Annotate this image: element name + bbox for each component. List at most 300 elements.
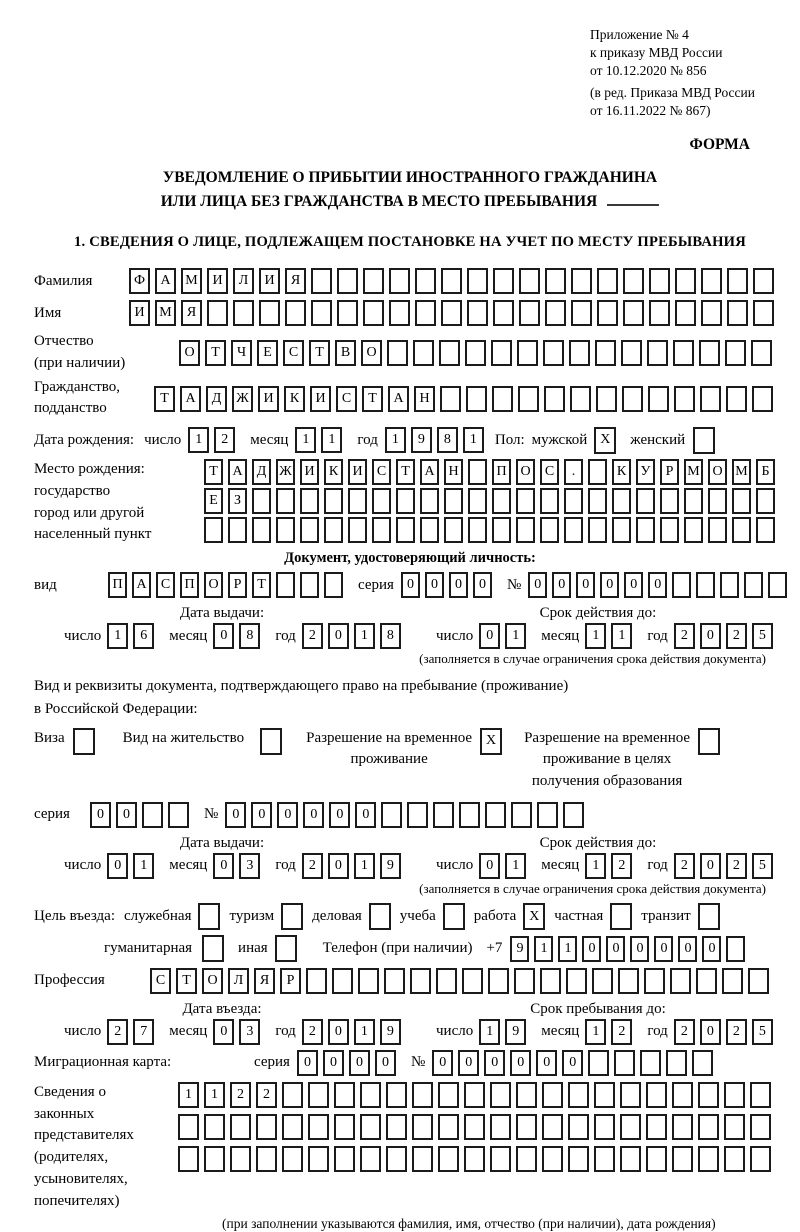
temp-residence-education-checkbox[interactable] <box>698 728 720 755</box>
char-cell[interactable] <box>519 300 540 326</box>
char-cell[interactable]: П <box>108 572 127 598</box>
char-cell[interactable] <box>614 1050 635 1076</box>
char-cell[interactable]: 1 <box>188 427 209 453</box>
char-cell[interactable] <box>644 968 665 994</box>
char-cell[interactable] <box>753 268 774 294</box>
char-cell[interactable]: М <box>181 268 202 294</box>
char-cell[interactable] <box>620 1082 641 1108</box>
char-cell[interactable]: О <box>202 968 223 994</box>
char-cell[interactable] <box>748 968 769 994</box>
char-cell[interactable]: Ф <box>129 268 150 294</box>
char-cell[interactable] <box>647 340 668 366</box>
char-cell[interactable] <box>420 488 439 514</box>
char-cell[interactable] <box>348 488 367 514</box>
char-cell[interactable]: 1 <box>178 1082 199 1108</box>
char-cell[interactable]: М <box>155 300 176 326</box>
char-cell[interactable]: М <box>684 459 703 485</box>
char-cell[interactable] <box>752 386 773 412</box>
char-cell[interactable]: 5 <box>752 1019 773 1045</box>
char-cell[interactable] <box>441 300 462 326</box>
char-cell[interactable] <box>516 1146 537 1172</box>
char-cell[interactable]: 0 <box>536 1050 557 1076</box>
char-cell[interactable]: С <box>150 968 171 994</box>
char-cell[interactable] <box>490 1146 511 1172</box>
char-cell[interactable] <box>467 268 488 294</box>
char-cell[interactable]: А <box>420 459 439 485</box>
char-cell[interactable]: П <box>492 459 511 485</box>
char-cell[interactable] <box>516 1082 537 1108</box>
char-cell[interactable]: 0 <box>484 1050 505 1076</box>
char-cell[interactable] <box>649 300 670 326</box>
char-cell[interactable] <box>438 1146 459 1172</box>
char-cell[interactable] <box>544 386 565 412</box>
char-cell[interactable]: Т <box>396 459 415 485</box>
char-cell[interactable] <box>516 517 535 543</box>
char-cell[interactable] <box>433 802 454 828</box>
char-cell[interactable] <box>386 1146 407 1172</box>
char-cell[interactable] <box>381 802 402 828</box>
char-cell[interactable] <box>612 488 631 514</box>
char-cell[interactable] <box>753 300 774 326</box>
char-cell[interactable]: 0 <box>510 1050 531 1076</box>
char-cell[interactable] <box>252 517 271 543</box>
char-cell[interactable] <box>701 300 722 326</box>
char-cell[interactable] <box>230 1146 251 1172</box>
char-cell[interactable] <box>490 1082 511 1108</box>
char-cell[interactable]: 1 <box>585 1019 606 1045</box>
char-cell[interactable] <box>726 936 745 962</box>
char-cell[interactable] <box>514 968 535 994</box>
char-cell[interactable] <box>570 386 591 412</box>
char-cell[interactable] <box>178 1114 199 1140</box>
char-cell[interactable]: 1 <box>321 427 342 453</box>
char-cell[interactable] <box>178 1146 199 1172</box>
char-cell[interactable] <box>308 1114 329 1140</box>
char-cell[interactable]: 0 <box>600 572 619 598</box>
char-cell[interactable] <box>308 1082 329 1108</box>
char-cell[interactable] <box>568 1082 589 1108</box>
char-cell[interactable] <box>620 1114 641 1140</box>
char-cell[interactable]: П <box>180 572 199 598</box>
char-cell[interactable] <box>744 572 763 598</box>
char-cell[interactable]: 2 <box>302 853 323 879</box>
char-cell[interactable] <box>698 1114 719 1140</box>
char-cell[interactable] <box>698 1082 719 1108</box>
char-cell[interactable] <box>415 268 436 294</box>
char-cell[interactable] <box>252 488 271 514</box>
purpose-tourism-checkbox[interactable] <box>281 903 303 930</box>
char-cell[interactable] <box>468 517 487 543</box>
char-cell[interactable]: 9 <box>380 853 401 879</box>
char-cell[interactable] <box>396 517 415 543</box>
char-cell[interactable] <box>324 488 343 514</box>
char-cell[interactable]: 0 <box>678 936 697 962</box>
char-cell[interactable] <box>334 1082 355 1108</box>
char-cell[interactable]: Н <box>444 459 463 485</box>
char-cell[interactable]: О <box>204 572 223 598</box>
char-cell[interactable]: 1 <box>133 853 154 879</box>
char-cell[interactable] <box>441 268 462 294</box>
char-cell[interactable] <box>646 1082 667 1108</box>
char-cell[interactable] <box>636 517 655 543</box>
char-cell[interactable] <box>285 300 306 326</box>
char-cell[interactable]: 1 <box>107 623 128 649</box>
char-cell[interactable] <box>720 572 739 598</box>
char-cell[interactable] <box>672 572 691 598</box>
char-cell[interactable]: 2 <box>611 1019 632 1045</box>
char-cell[interactable]: 0 <box>213 623 234 649</box>
char-cell[interactable]: 0 <box>700 623 721 649</box>
char-cell[interactable] <box>636 488 655 514</box>
char-cell[interactable] <box>444 488 463 514</box>
char-cell[interactable] <box>407 802 428 828</box>
char-cell[interactable]: 0 <box>648 572 667 598</box>
char-cell[interactable] <box>543 340 564 366</box>
char-cell[interactable]: 5 <box>752 853 773 879</box>
char-cell[interactable] <box>300 572 319 598</box>
char-cell[interactable] <box>519 268 540 294</box>
char-cell[interactable]: 1 <box>463 427 484 453</box>
char-cell[interactable] <box>282 1146 303 1172</box>
char-cell[interactable]: 2 <box>302 1019 323 1045</box>
char-cell[interactable] <box>256 1114 277 1140</box>
char-cell[interactable] <box>334 1114 355 1140</box>
char-cell[interactable]: 0 <box>528 572 547 598</box>
char-cell[interactable]: 0 <box>624 572 643 598</box>
purpose-humanitarian-checkbox[interactable] <box>202 935 224 962</box>
char-cell[interactable]: 1 <box>354 623 375 649</box>
char-cell[interactable]: 0 <box>702 936 721 962</box>
char-cell[interactable]: 0 <box>329 802 350 828</box>
char-cell[interactable] <box>492 517 511 543</box>
char-cell[interactable]: 0 <box>375 1050 396 1076</box>
char-cell[interactable]: Ж <box>276 459 295 485</box>
char-cell[interactable]: У <box>636 459 655 485</box>
char-cell[interactable] <box>673 340 694 366</box>
char-cell[interactable] <box>492 386 513 412</box>
char-cell[interactable] <box>592 968 613 994</box>
char-cell[interactable]: Т <box>252 572 271 598</box>
char-cell[interactable] <box>386 1082 407 1108</box>
char-cell[interactable] <box>228 517 247 543</box>
char-cell[interactable]: 2 <box>674 853 695 879</box>
char-cell[interactable]: 1 <box>505 623 526 649</box>
char-cell[interactable]: О <box>516 459 535 485</box>
char-cell[interactable] <box>564 517 583 543</box>
char-cell[interactable] <box>672 1082 693 1108</box>
char-cell[interactable]: 2 <box>302 623 323 649</box>
char-cell[interactable] <box>204 517 223 543</box>
char-cell[interactable] <box>386 1114 407 1140</box>
char-cell[interactable] <box>412 1114 433 1140</box>
char-cell[interactable] <box>708 488 727 514</box>
char-cell[interactable] <box>722 968 743 994</box>
residence-permit-checkbox[interactable] <box>260 728 282 755</box>
char-cell[interactable]: 1 <box>585 853 606 879</box>
char-cell[interactable] <box>468 459 487 485</box>
char-cell[interactable] <box>300 517 319 543</box>
char-cell[interactable]: Т <box>204 459 223 485</box>
char-cell[interactable] <box>420 517 439 543</box>
char-cell[interactable] <box>439 340 460 366</box>
char-cell[interactable] <box>623 268 644 294</box>
char-cell[interactable] <box>517 340 538 366</box>
char-cell[interactable]: 0 <box>473 572 492 598</box>
char-cell[interactable]: 9 <box>380 1019 401 1045</box>
char-cell[interactable]: 0 <box>213 1019 234 1045</box>
char-cell[interactable] <box>660 488 679 514</box>
char-cell[interactable]: Е <box>257 340 278 366</box>
char-cell[interactable] <box>660 517 679 543</box>
char-cell[interactable] <box>468 488 487 514</box>
sex-male-checkbox[interactable]: X <box>594 427 616 454</box>
char-cell[interactable] <box>492 488 511 514</box>
char-cell[interactable]: 8 <box>437 427 458 453</box>
char-cell[interactable]: С <box>336 386 357 412</box>
char-cell[interactable]: Т <box>176 968 197 994</box>
char-cell[interactable]: Т <box>362 386 383 412</box>
char-cell[interactable] <box>568 1114 589 1140</box>
char-cell[interactable]: 0 <box>562 1050 583 1076</box>
char-cell[interactable]: 2 <box>726 1019 747 1045</box>
char-cell[interactable] <box>540 488 559 514</box>
char-cell[interactable] <box>684 488 703 514</box>
char-cell[interactable] <box>724 1114 745 1140</box>
char-cell[interactable] <box>360 1082 381 1108</box>
char-cell[interactable] <box>594 1082 615 1108</box>
char-cell[interactable] <box>724 1146 745 1172</box>
char-cell[interactable]: 0 <box>449 572 468 598</box>
char-cell[interactable] <box>594 1146 615 1172</box>
char-cell[interactable] <box>204 1114 225 1140</box>
char-cell[interactable] <box>569 340 590 366</box>
char-cell[interactable] <box>596 386 617 412</box>
char-cell[interactable]: 1 <box>385 427 406 453</box>
char-cell[interactable] <box>308 1146 329 1172</box>
char-cell[interactable] <box>412 1082 433 1108</box>
char-cell[interactable] <box>542 1114 563 1140</box>
char-cell[interactable]: Ж <box>232 386 253 412</box>
char-cell[interactable]: 6 <box>133 623 154 649</box>
char-cell[interactable]: 0 <box>225 802 246 828</box>
char-cell[interactable] <box>493 300 514 326</box>
char-cell[interactable] <box>372 488 391 514</box>
char-cell[interactable] <box>674 386 695 412</box>
char-cell[interactable] <box>696 572 715 598</box>
char-cell[interactable]: Р <box>228 572 247 598</box>
char-cell[interactable]: К <box>612 459 631 485</box>
char-cell[interactable] <box>462 968 483 994</box>
char-cell[interactable] <box>545 300 566 326</box>
char-cell[interactable] <box>207 300 228 326</box>
char-cell[interactable]: 0 <box>355 802 376 828</box>
char-cell[interactable] <box>597 300 618 326</box>
char-cell[interactable]: 3 <box>239 1019 260 1045</box>
char-cell[interactable] <box>436 968 457 994</box>
char-cell[interactable] <box>337 300 358 326</box>
char-cell[interactable] <box>649 268 670 294</box>
char-cell[interactable] <box>438 1114 459 1140</box>
char-cell[interactable] <box>363 268 384 294</box>
char-cell[interactable]: Е <box>204 488 223 514</box>
char-cell[interactable]: 0 <box>277 802 298 828</box>
title-fill-in-blank[interactable] <box>607 192 659 206</box>
char-cell[interactable]: Ч <box>231 340 252 366</box>
char-cell[interactable] <box>348 517 367 543</box>
char-cell[interactable]: . <box>564 459 583 485</box>
char-cell[interactable] <box>493 268 514 294</box>
char-cell[interactable] <box>142 802 163 828</box>
char-cell[interactable]: К <box>324 459 343 485</box>
char-cell[interactable]: Я <box>254 968 275 994</box>
char-cell[interactable] <box>259 300 280 326</box>
char-cell[interactable] <box>363 300 384 326</box>
char-cell[interactable] <box>696 968 717 994</box>
purpose-transit-checkbox[interactable] <box>698 903 720 930</box>
char-cell[interactable] <box>360 1146 381 1172</box>
char-cell[interactable] <box>672 1114 693 1140</box>
char-cell[interactable]: Я <box>181 300 202 326</box>
char-cell[interactable] <box>282 1114 303 1140</box>
char-cell[interactable] <box>491 340 512 366</box>
char-cell[interactable] <box>230 1114 251 1140</box>
char-cell[interactable] <box>675 268 696 294</box>
char-cell[interactable]: 5 <box>752 623 773 649</box>
char-cell[interactable]: 1 <box>505 853 526 879</box>
char-cell[interactable]: 0 <box>328 853 349 879</box>
char-cell[interactable] <box>485 802 506 828</box>
char-cell[interactable]: 1 <box>204 1082 225 1108</box>
char-cell[interactable] <box>727 300 748 326</box>
char-cell[interactable] <box>324 517 343 543</box>
char-cell[interactable]: 0 <box>90 802 111 828</box>
char-cell[interactable]: И <box>300 459 319 485</box>
char-cell[interactable]: 0 <box>323 1050 344 1076</box>
char-cell[interactable]: А <box>388 386 409 412</box>
char-cell[interactable]: И <box>129 300 150 326</box>
char-cell[interactable]: 9 <box>510 936 529 962</box>
char-cell[interactable] <box>724 1082 745 1108</box>
char-cell[interactable] <box>692 1050 713 1076</box>
char-cell[interactable] <box>545 268 566 294</box>
char-cell[interactable]: 1 <box>585 623 606 649</box>
char-cell[interactable] <box>564 488 583 514</box>
char-cell[interactable]: Т <box>309 340 330 366</box>
char-cell[interactable] <box>699 340 720 366</box>
char-cell[interactable]: 7 <box>133 1019 154 1045</box>
char-cell[interactable] <box>300 488 319 514</box>
purpose-study-checkbox[interactable] <box>443 903 465 930</box>
char-cell[interactable]: А <box>132 572 151 598</box>
char-cell[interactable]: 2 <box>214 427 235 453</box>
char-cell[interactable]: 2 <box>256 1082 277 1108</box>
char-cell[interactable] <box>571 268 592 294</box>
char-cell[interactable] <box>751 340 772 366</box>
char-cell[interactable]: 0 <box>630 936 649 962</box>
char-cell[interactable] <box>440 386 461 412</box>
char-cell[interactable] <box>727 268 748 294</box>
char-cell[interactable] <box>542 1146 563 1172</box>
char-cell[interactable]: 0 <box>700 853 721 879</box>
char-cell[interactable]: 2 <box>674 623 695 649</box>
char-cell[interactable] <box>488 968 509 994</box>
char-cell[interactable] <box>467 300 488 326</box>
char-cell[interactable]: 0 <box>458 1050 479 1076</box>
char-cell[interactable] <box>756 517 775 543</box>
char-cell[interactable] <box>672 1146 693 1172</box>
char-cell[interactable] <box>612 517 631 543</box>
char-cell[interactable] <box>360 1114 381 1140</box>
char-cell[interactable]: 0 <box>654 936 673 962</box>
char-cell[interactable] <box>511 802 532 828</box>
char-cell[interactable]: М <box>732 459 751 485</box>
char-cell[interactable]: Т <box>205 340 226 366</box>
char-cell[interactable] <box>276 572 295 598</box>
char-cell[interactable] <box>444 517 463 543</box>
char-cell[interactable]: О <box>708 459 727 485</box>
char-cell[interactable]: 9 <box>411 427 432 453</box>
char-cell[interactable] <box>622 386 643 412</box>
char-cell[interactable] <box>708 517 727 543</box>
char-cell[interactable] <box>464 1082 485 1108</box>
char-cell[interactable]: 2 <box>726 853 747 879</box>
char-cell[interactable]: 8 <box>380 623 401 649</box>
char-cell[interactable] <box>725 340 746 366</box>
char-cell[interactable] <box>750 1114 771 1140</box>
char-cell[interactable] <box>588 517 607 543</box>
char-cell[interactable] <box>726 386 747 412</box>
char-cell[interactable]: 0 <box>576 572 595 598</box>
char-cell[interactable] <box>389 268 410 294</box>
char-cell[interactable] <box>332 968 353 994</box>
char-cell[interactable]: 0 <box>401 572 420 598</box>
char-cell[interactable]: 3 <box>239 853 260 879</box>
char-cell[interactable]: Д <box>252 459 271 485</box>
char-cell[interactable] <box>756 488 775 514</box>
char-cell[interactable]: Р <box>280 968 301 994</box>
purpose-business-checkbox[interactable] <box>369 903 391 930</box>
char-cell[interactable]: 0 <box>606 936 625 962</box>
char-cell[interactable] <box>623 300 644 326</box>
char-cell[interactable]: 1 <box>611 623 632 649</box>
char-cell[interactable] <box>311 268 332 294</box>
char-cell[interactable] <box>666 1050 687 1076</box>
char-cell[interactable]: С <box>540 459 559 485</box>
char-cell[interactable] <box>698 1146 719 1172</box>
char-cell[interactable] <box>415 300 436 326</box>
char-cell[interactable] <box>595 340 616 366</box>
char-cell[interactable]: В <box>335 340 356 366</box>
char-cell[interactable] <box>648 386 669 412</box>
char-cell[interactable] <box>618 968 639 994</box>
char-cell[interactable]: Б <box>756 459 775 485</box>
char-cell[interactable] <box>337 268 358 294</box>
char-cell[interactable] <box>459 802 480 828</box>
char-cell[interactable] <box>387 340 408 366</box>
char-cell[interactable]: 0 <box>582 936 601 962</box>
char-cell[interactable]: 0 <box>107 853 128 879</box>
char-cell[interactable]: 0 <box>328 623 349 649</box>
char-cell[interactable] <box>588 459 607 485</box>
char-cell[interactable] <box>358 968 379 994</box>
char-cell[interactable]: 1 <box>534 936 553 962</box>
char-cell[interactable] <box>282 1082 303 1108</box>
purpose-work-checkbox[interactable]: X <box>523 903 545 930</box>
char-cell[interactable] <box>588 1050 609 1076</box>
char-cell[interactable]: И <box>259 268 280 294</box>
char-cell[interactable]: З <box>228 488 247 514</box>
char-cell[interactable]: И <box>258 386 279 412</box>
